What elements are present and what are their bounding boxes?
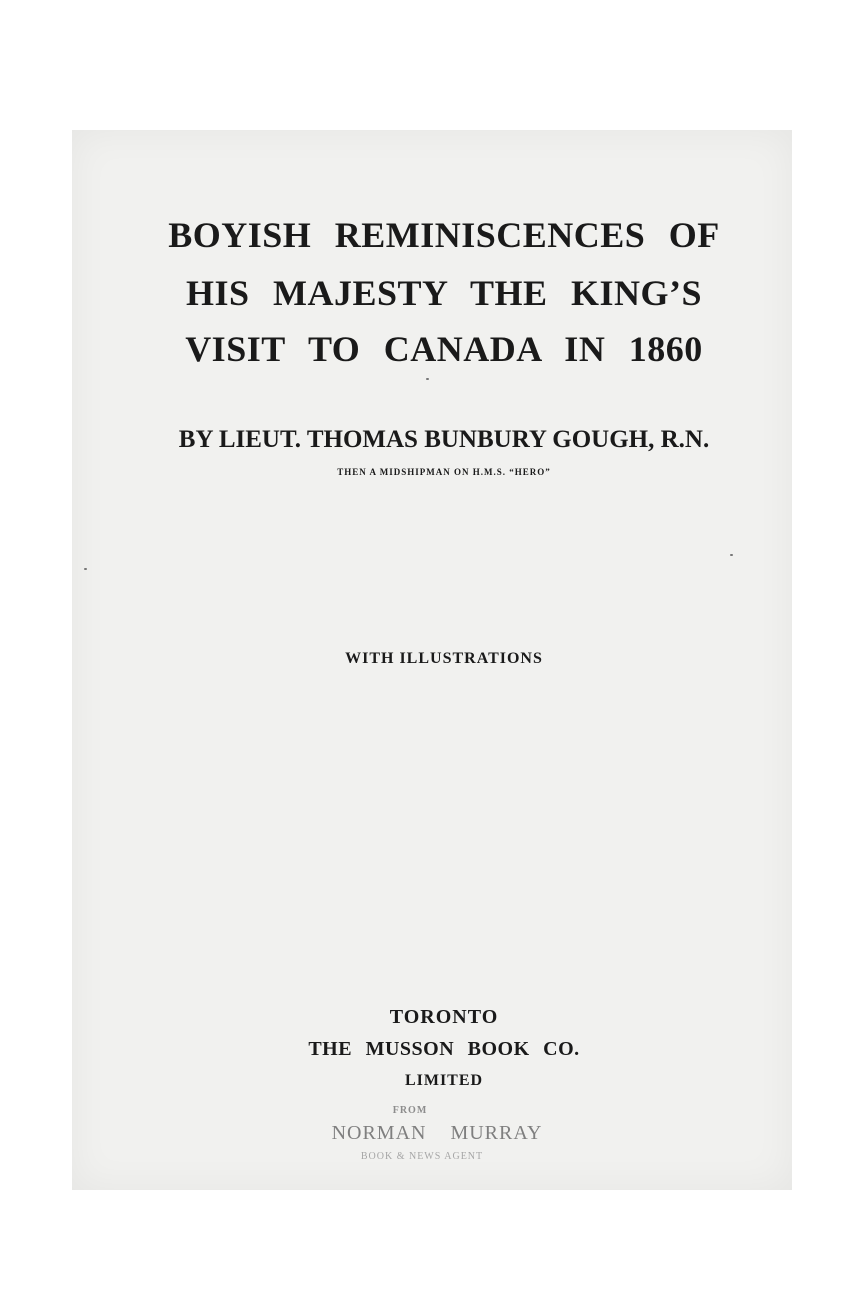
stamp-agent: BOOK & NEWS AGENT [360, 1151, 484, 1162]
ink-speck [426, 378, 429, 380]
author-line: BY LIEUT. THOMAS BUNBURY GOUGH, R.N. [178, 426, 710, 453]
ink-speck [84, 568, 87, 570]
illustrations-note: WITH ILLUSTRATIONS [345, 650, 543, 667]
title-line-2: HIS MAJESTY THE KING’S [185, 273, 703, 313]
imprint-city: TORONTO [389, 1006, 499, 1028]
title-line-3: VISIT TO CANADA IN 1860 [185, 329, 703, 369]
stamp-from: FROM [392, 1105, 428, 1116]
title-line-1: BOYISH REMINISCENCES OF [168, 215, 720, 255]
author-subtitle: THEN A MIDSHIPMAN ON H.M.S. “HERO” [337, 467, 551, 477]
scanned-title-page [72, 130, 792, 1190]
imprint-limited: LIMITED [404, 1072, 484, 1089]
ink-speck [730, 554, 733, 556]
stamp-name: NORMAN MURRAY [331, 1122, 543, 1144]
imprint-publisher: THE MUSSON BOOK CO. [308, 1038, 580, 1060]
bookseller-stamp [72, 1105, 792, 1162]
